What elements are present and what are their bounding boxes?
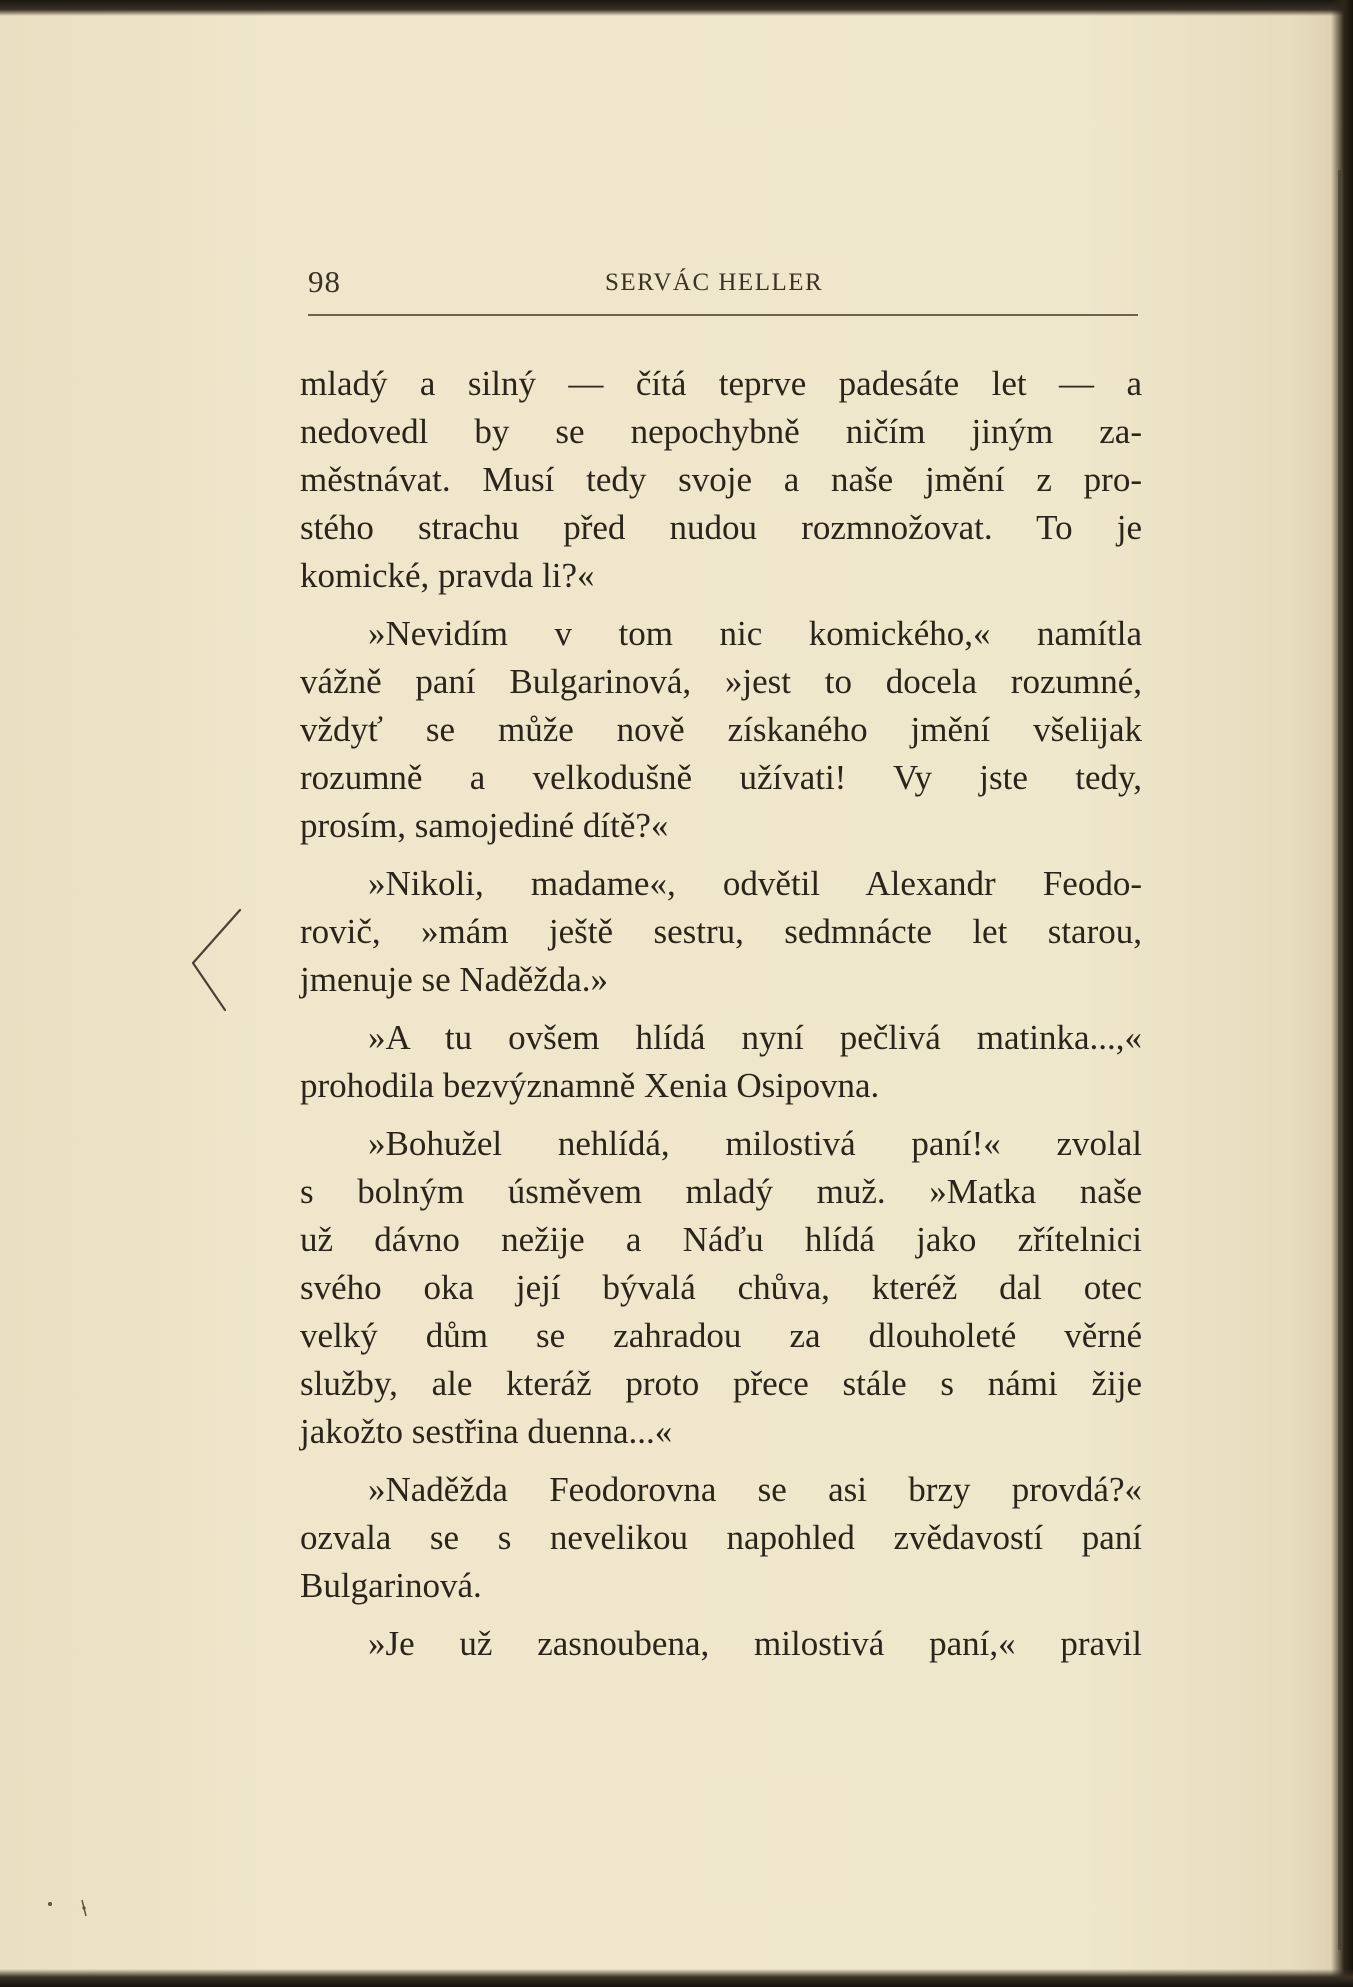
text-line: rovič, »mám ještě sestru, sedmnácte let starou, bbox=[300, 912, 1142, 951]
paragraph bbox=[300, 860, 1142, 1004]
text-line: s bolným úsměvem mladý muž. »Matka naše bbox=[300, 1172, 1142, 1211]
text-line: už dávno nežije a Náďu hlídá jako zřítelnici bbox=[300, 1220, 1142, 1259]
text-line: jmenuje se Naděžda.» bbox=[300, 960, 609, 999]
margin-bracket-mark bbox=[185, 905, 245, 1015]
text-line: nedovedl by se nepochybně ničím jiným za- bbox=[300, 412, 1142, 451]
text-line: ozvala se s nevelikou napohled zvědavostí paní bbox=[300, 1518, 1142, 1557]
text-line: prohodila bezvýznamně Xenia Osipovna. bbox=[300, 1066, 880, 1105]
text-line: vždyť se může nově získaného jmění všelijak bbox=[300, 710, 1142, 749]
text-line: prosím, samojediné dítě?« bbox=[300, 806, 669, 845]
text-line: »Je už zasnoubena, milostivá paní,« pravil bbox=[368, 1624, 1142, 1663]
text-line: »A tu ovšem hlídá nyní pečlivá matinka...,« bbox=[368, 1018, 1142, 1057]
text-line: svého oka její bývalá chůva, kteréž dal otec bbox=[300, 1268, 1142, 1307]
text-line: vážně paní Bulgarinová, »jest to docela rozumné, bbox=[300, 662, 1142, 701]
text-line: velký dům se zahradou za dlouholeté věrné bbox=[300, 1316, 1142, 1355]
scan-top-edge bbox=[0, 0, 1353, 16]
text-line: »Nevidím v tom nic komického,« namítla bbox=[368, 614, 1142, 653]
body-text bbox=[300, 360, 1142, 1678]
text-line: Bulgarinová. bbox=[300, 1566, 482, 1605]
paragraph bbox=[300, 360, 1142, 600]
running-head: SERVÁC HELLER bbox=[605, 269, 824, 296]
paragraph bbox=[300, 1620, 1142, 1668]
scan-right-edge bbox=[1331, 0, 1353, 1987]
text-line: mladý a silný — čítá teprve padesáte let — a bbox=[300, 364, 1142, 403]
text-line: »Nikoli, madame«, odvětil Alexandr Feodo- bbox=[368, 864, 1142, 903]
text-line: služby, ale kteráž proto přece stále s námi žije bbox=[300, 1364, 1142, 1403]
scan-bottom-edge bbox=[0, 1969, 1353, 1987]
paper-specks bbox=[40, 1890, 120, 1930]
text-line: »Bohužel nehlídá, milostivá paní!« zvolal bbox=[368, 1124, 1142, 1163]
text-line: stého strachu před nudou rozmnožovat. To je bbox=[300, 508, 1142, 547]
text-line: »Naděžda Feodorovna se asi brzy provdá?« bbox=[368, 1470, 1142, 1509]
paragraph bbox=[300, 1120, 1142, 1456]
paragraph bbox=[300, 1014, 1142, 1110]
binding-shadow bbox=[1338, 170, 1341, 1950]
page-number: 98 bbox=[308, 264, 341, 299]
text-line: rozumně a velkodušně užívati! Vy jste tedy, bbox=[300, 758, 1142, 797]
text-line: jakožto sestřina duenna...« bbox=[300, 1412, 673, 1451]
paragraph bbox=[300, 610, 1142, 850]
text-line: komické, pravda li?« bbox=[300, 556, 595, 595]
text-line: městnávat. Musí tedy svoje a naše jmění z pro- bbox=[300, 460, 1142, 499]
page-header bbox=[308, 264, 1138, 316]
paragraph bbox=[300, 1466, 1142, 1610]
